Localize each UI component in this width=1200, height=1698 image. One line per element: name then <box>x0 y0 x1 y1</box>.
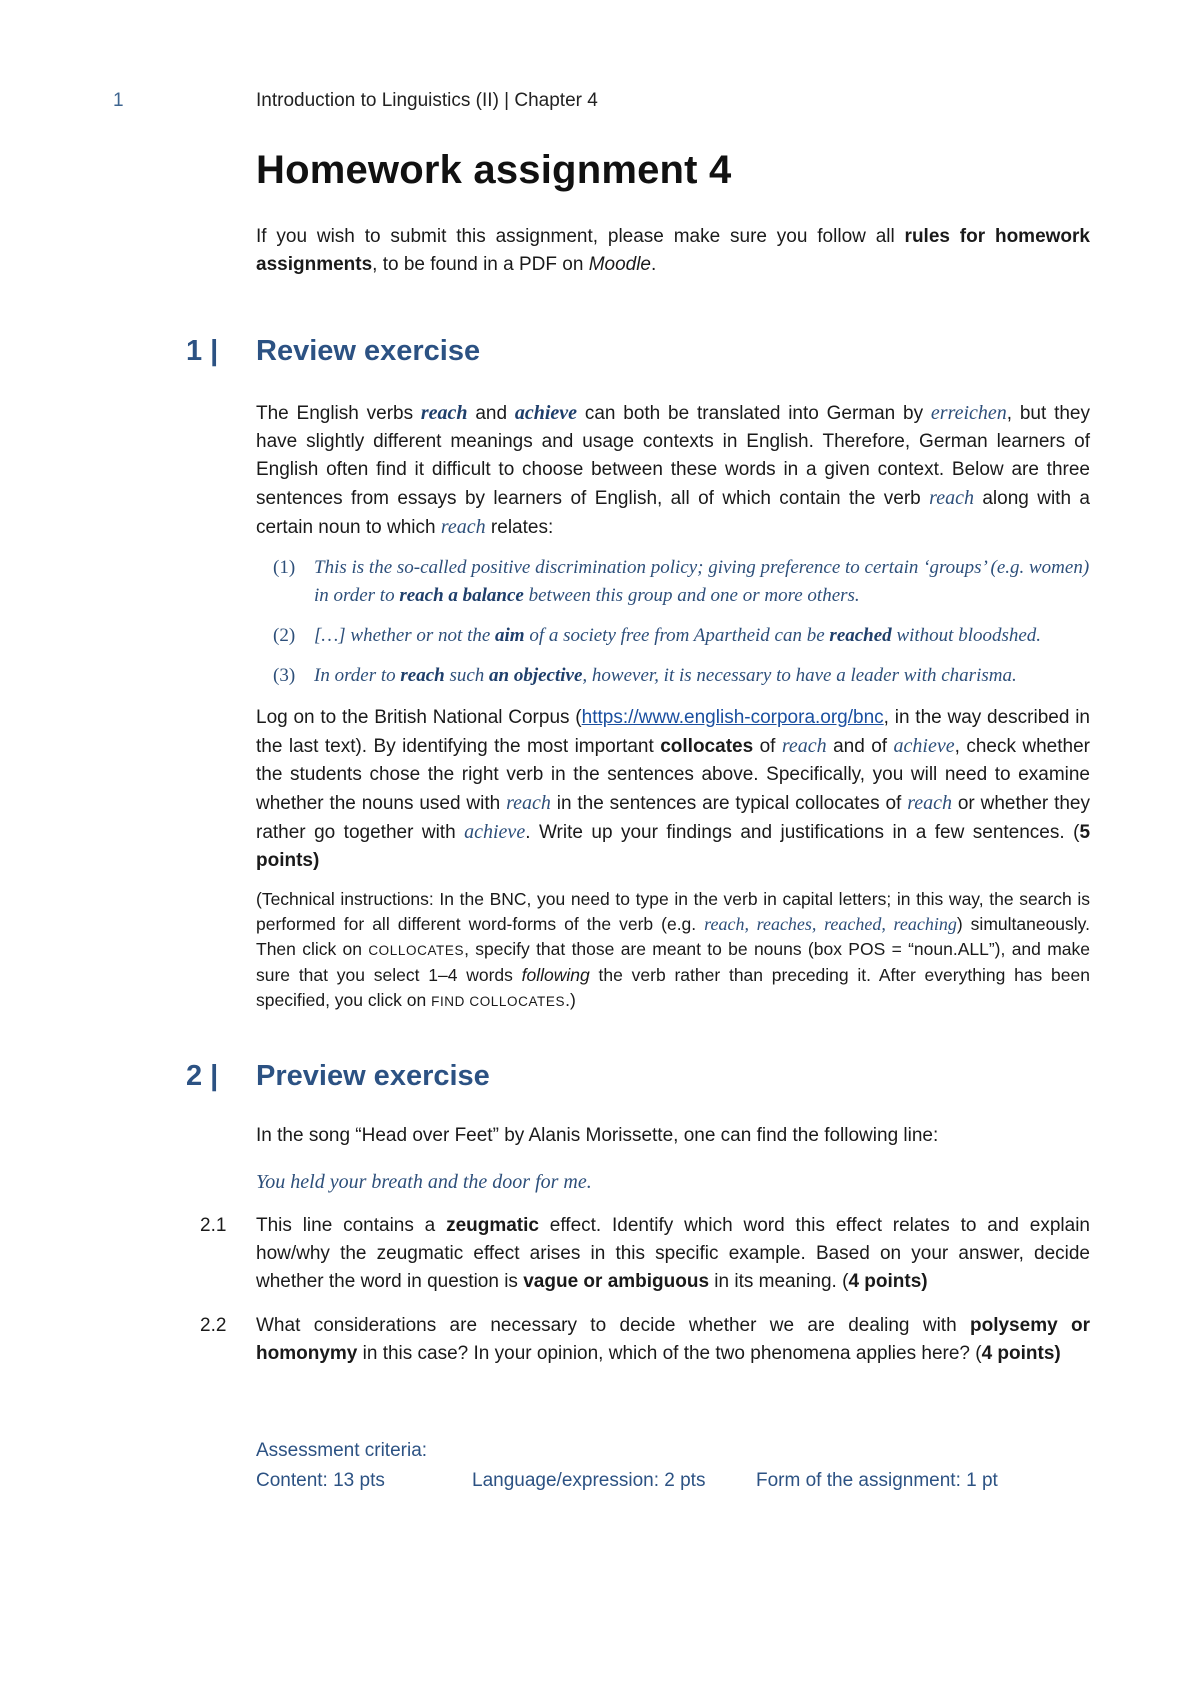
section-title: Preview exercise <box>256 1060 490 1092</box>
text: , to be found in a PDF on <box>372 254 589 275</box>
text: (Technical instructions: In the BNC, you need to type in the verb in capital letters; in this way, the search is performed for all different word-forms of the verb (e.g. <box>256 889 1090 934</box>
term-reach: reach <box>907 792 952 814</box>
text: , check whether the students chose the right verb in the sentences above. Specifically, you will need to examine whether the nouns used with <box>256 736 1090 814</box>
italic-text: following <box>521 965 590 985</box>
example-1 <box>256 554 1090 610</box>
document-title: Homework assignment 4 <box>256 148 732 192</box>
text: of a society free from Apartheid can be <box>524 625 830 646</box>
bold-text: an objective <box>489 665 583 686</box>
section-heading-1 <box>186 335 1090 375</box>
text: The English verbs <box>256 403 421 424</box>
points: 5 points) <box>256 822 1091 871</box>
criterion-content: Content: 13 pts <box>256 1470 385 1491</box>
technical-instructions <box>256 887 1090 1014</box>
example-text <box>314 662 1090 690</box>
small-caps-term: COLLOCATES <box>368 943 465 958</box>
example-label: (2) <box>273 625 296 646</box>
text: or whether they rather go together with <box>256 793 1090 843</box>
term-reach: reach <box>420 402 468 424</box>
bold-text: reached <box>829 625 892 646</box>
assessment-heading: Assessment criteria: <box>256 1440 428 1461</box>
text: In order to <box>314 665 401 686</box>
points: 4 points) <box>848 1271 928 1292</box>
review-paragraph <box>256 399 1090 542</box>
small-caps-term: FIND COLLOCATES <box>431 994 566 1009</box>
text: Log on to the British National Corpus ( <box>256 707 582 728</box>
song-line: You held your breath and the door for me. <box>256 1171 592 1193</box>
text: and <box>467 403 515 424</box>
text: can both be translated into German by <box>577 403 931 424</box>
assessment-criteria <box>256 1440 1090 1492</box>
section-number: 2 | <box>186 1060 219 1092</box>
text: of <box>753 736 782 757</box>
task-text <box>256 1212 1090 1296</box>
bold-text: vague or ambiguous <box>523 1271 710 1292</box>
text: in the sentences are typical collocates of <box>550 793 908 814</box>
text: . <box>651 254 657 275</box>
term-reach: reach <box>506 792 551 814</box>
term-achieve: achieve <box>893 735 955 757</box>
text: […] whether or not the <box>314 625 496 646</box>
term-erreichen: erreichen <box>930 402 1007 424</box>
example-label: (1) <box>273 557 296 578</box>
preview-intro: In the song “Head over Feet” by Alanis Morissette, one can find the following line: <box>256 1125 939 1146</box>
text: What considerations are necessary to decide whether we are dealing with <box>256 1315 970 1336</box>
text: in its meaning. ( <box>709 1271 849 1292</box>
section-title: Review exercise <box>256 335 481 367</box>
bold-text: zeugmatic <box>446 1215 539 1236</box>
bold-text: rules for homework assignments <box>256 226 1090 275</box>
text: This line contains a <box>256 1215 447 1236</box>
term-achieve: achieve <box>464 821 526 843</box>
text: and of <box>826 736 894 757</box>
bold-text: reach <box>400 665 445 686</box>
bold-text: reach a balance <box>399 585 524 606</box>
example-2 <box>256 622 1090 650</box>
intro-paragraph <box>256 223 1090 279</box>
example-label: (3) <box>273 665 296 686</box>
bold-text: polysemy or homonymy <box>256 1315 1091 1364</box>
example-3 <box>256 662 1090 690</box>
bold-text: aim <box>495 625 525 646</box>
text: in this case? In your opinion, which of the two phenomena applies here? ( <box>357 1343 982 1364</box>
page-number: 1 <box>113 90 124 111</box>
bnc-link[interactable]: https://www.english-corpora.org/bnc <box>581 707 884 728</box>
text: without bloodshed. <box>891 625 1042 646</box>
example-text <box>314 622 1090 650</box>
text: , specify that those are meant to be nouns (box POS = “noun.ALL”), and make sure that you select 1–4 words <box>256 939 1090 985</box>
term-reach: reach <box>929 487 974 509</box>
text: ) simultaneously. Then click on <box>256 914 1090 959</box>
text: .) <box>565 990 576 1010</box>
term-reach: reach <box>440 516 486 538</box>
text: between this group and one or more others. <box>523 585 860 606</box>
term-reach: reach <box>781 735 827 757</box>
task-number: 2.2 <box>200 1315 227 1336</box>
points: 4 points) <box>981 1343 1061 1364</box>
text: relates: <box>485 517 554 538</box>
task-2-1 <box>200 1212 1090 1296</box>
text: , but they have slightly different meanings and usage contexts in English. Therefore, German learners of English often find it difficult to choose between these words in a given context. Below are three sentences from essays by learners of English, all of which contain the verb <box>256 403 1090 509</box>
term-achieve: achieve <box>514 402 578 424</box>
text: , however, it is necessary to have a leader with charisma. <box>582 665 1017 686</box>
text: This is the so-called positive discrimination policy; giving preference to certain ‘groups’ (e.g. women) in order to <box>314 557 1090 606</box>
section-number: 1 | <box>186 335 219 367</box>
task-2-2 <box>200 1312 1091 1368</box>
bold-text: collocates <box>660 736 754 757</box>
text: the verb rather than preceding it. After everything has been specified, you click on <box>256 965 1090 1010</box>
italic-text: Moodle <box>588 254 652 275</box>
text: along with a certain noun to which <box>256 488 1090 538</box>
task-text <box>256 1312 1090 1368</box>
text: effect. Identify which word this effect relates to and explain how/why the zeugmatic effect arises in this specific example. Based on your answer, decide whether the word in question is <box>256 1215 1090 1292</box>
text: If you wish to submit this assignment, please make sure you follow all <box>256 226 905 247</box>
page-content <box>186 148 1091 1492</box>
text: , in the way described in the last text). By identifying the most important <box>256 707 1090 757</box>
criterion-form: Form of the assignment: 1 pt <box>756 1470 998 1491</box>
text: such <box>444 665 490 686</box>
word-forms: reach, reaches, reached, reaching <box>704 914 957 934</box>
task-number: 2.1 <box>200 1215 227 1236</box>
example-text <box>314 554 1090 610</box>
task-paragraph <box>256 704 1090 875</box>
section-heading-2 <box>186 1060 1090 1100</box>
running-head: Introduction to Linguistics (II) | Chapter 4 <box>256 90 598 111</box>
assessment-row <box>256 1470 1090 1492</box>
criterion-language: Language/expression: 2 pts <box>472 1470 706 1491</box>
text: . Write up your findings and justifications in a few sentences. ( <box>525 822 1080 843</box>
